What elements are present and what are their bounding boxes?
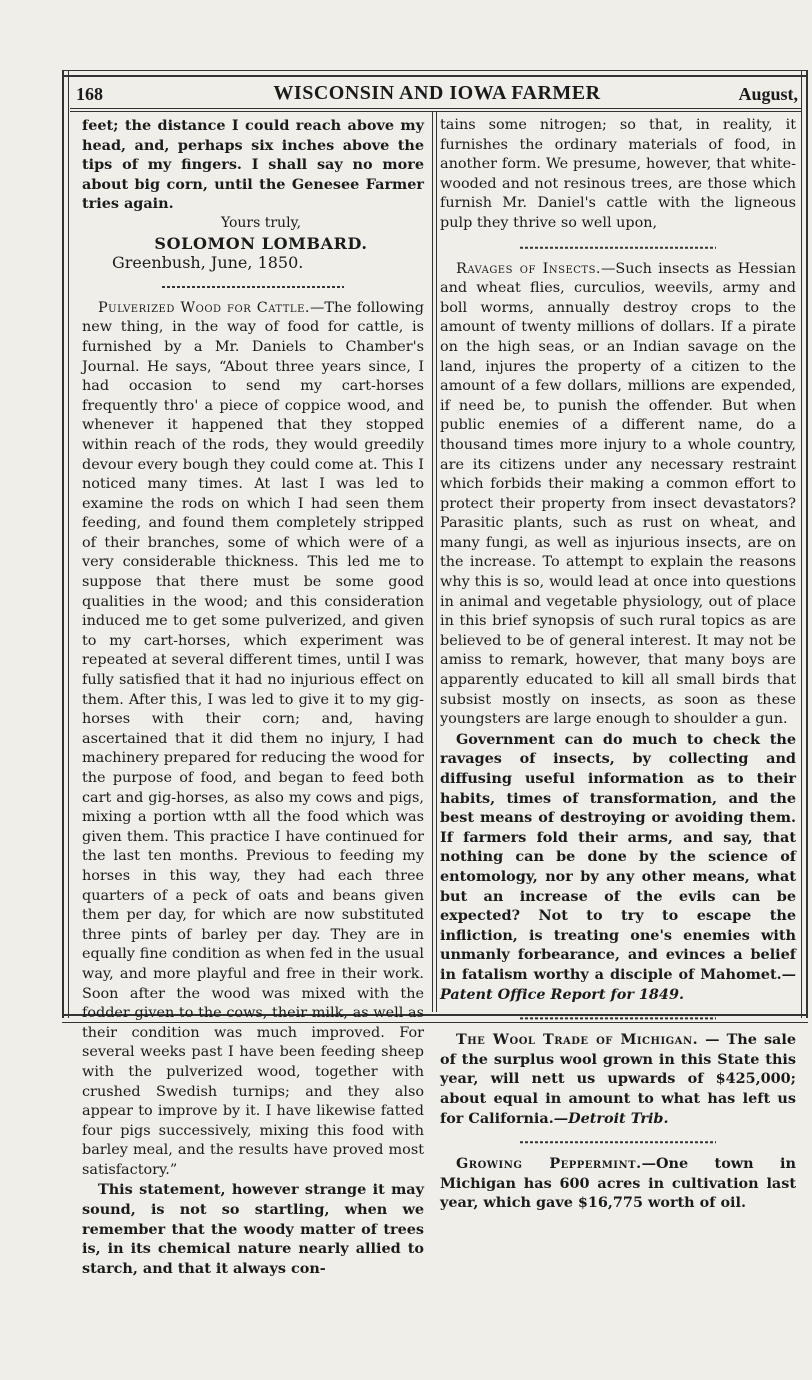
article-source: —Detroit Trib. (553, 1109, 669, 1127)
article-heading: Ravages of Insects. (456, 260, 602, 277)
column-divider (432, 112, 437, 1012)
frame-top-rule (62, 70, 808, 77)
article-source: —Patent Office Report for 1849. (440, 965, 796, 1003)
running-head (74, 82, 800, 106)
frame-right-rule (801, 70, 808, 1018)
section-divider (162, 283, 344, 291)
article-peppermint (440, 1154, 796, 1213)
left-column (82, 116, 424, 1277)
section-divider (520, 1138, 716, 1146)
article-body: — The sale of the surplus wool grown in this State this year, will nett us upwards of $425,000; about equal in amount to what has left us for California. (440, 1031, 796, 1127)
article-pulverized-wood (82, 299, 424, 1181)
article-body: —The following new thing, in the way of food for cattle, is furnished by a Mr. Daniels to Chamber's Journal. He says, “About three years since, I had occasion to send my cart-horses frequently thro' a piece of coppice wood, and whenever it happened that they stopped within reach of the rods, they would greedily devour every bough they could come at. This I noticed many times. At last I was led to examine the rods on which I had seen them feeding, and found them completely stripped of their branches, some of which were of a very considerable thickness. This led me to suppose that there must be some good qualities in the wood; and this consideration induced me to get some pulverized, and given to my cart-horses, which experiment was repeated at several different times, until I was fully satisfied that it had no injurious effect on them. After this, I was led to give it to my gig-horses with their corn; and, having ascertained that it did them no injury, I had machinery prepared for reducing the wood for the purpose of food, and began to feed both cart and gig-horses, as also my cows and pigs, mixing a portion wtth all the food which was given them. This practice I have continued for the last ten months. Previous to feeding my horses in this way, they had each three quarters of a peck of oats and beans given them per day, for which are now substituted three pints of barley per day. They are in equally fine condition as when fed in the usual way, and more playful and free in their work. Soon after the wood was mixed with the fodder given to the cows, their milk, as well as their condition was much improved. For several weeks past I have been feeding sheep with the pulverized wood, together with crushed Swedish turnips; and they also appear to improve by it. I have likewise fatted four pigs successively, mixing this food with barley meal, and the results have proved most satisfactory.” (82, 299, 424, 1178)
article-paragraph: This statement, however strange it may sound, is not so startling, when we remember that the woody matter of trees is, in its chemical nature nearly allied to starch, and that it always con- (82, 1181, 424, 1277)
letter-signature: SOLOMON LOMBARD. (154, 233, 368, 253)
page-number: 168 (76, 84, 103, 104)
article-body: —Such insects as Hessian and wheat flies, curculios, weevils, army and boll worms, annually destroy crops to the amount of twenty millions of dollars. If a pirate on the high seas, or an Indian savage on the land, injures the property of a citizen to the amount of a few dollars, millions are expended, if need be, to punish the offender. But when public enemies of a different name, do a thousand times more injury to a whole country, are its citizens under any necessary restraint which forbids their making a common effort to protect their property from insect devastators? Parasitic plants, such as rust on wheat, and many fungi, as well as injurious insects, are on the increase. To attempt to explain the reasons why this is so, would lead at once into questions in animal and vegetable physiology, out of place in this brief synopsis of such rural topics as are believed to be of general interest. It may not be amiss to remark, however, that many boys are apparently educated to kill all small birds that subsist mostly on insects, as soon as these youngsters are large enough to shoulder a gun. (440, 260, 796, 728)
article-ravages-of-insects (440, 260, 796, 730)
letter-ending: feet; the distance I could reach above my head, and, perhaps six inches above the tips of my fingers. I shall say no more about big corn, until the Genesee Farmer tries again. (82, 117, 424, 213)
article-body: Government can do much to check the ravages of insects, by collecting and diffusing useful information as to their habits, times of transformation, and the best means of destroying or avoiding them. If farmers fold their arms, and say, that nothing can be done by the science of entomology, nor by any other means, what but an increase of the evils can be expected? Not to try to escape the infliction, is treating one's enemies with unmanly forbearance, and evinces a belief in fatalism worthy a disciple of Mahomet. (440, 730, 796, 983)
section-divider (520, 244, 716, 252)
article-body: —One town in Michigan has 600 acres in cultivation last year, which gave $16,775 worth of oil. (440, 1155, 796, 1212)
letter-closing: Yours truly, (220, 214, 302, 231)
right-column (440, 116, 796, 1212)
article-wool-trade (440, 1030, 796, 1128)
letter-dateline: Greenbush, June, 1850. (112, 253, 304, 273)
frame-left-rule (62, 70, 69, 1018)
article-paragraph (440, 730, 796, 1004)
issue-month: August, (738, 84, 798, 104)
article-heading: Growing Peppermint. (456, 1155, 642, 1173)
article-continuation: tains some nitrogen; so that, in reality, it furnishes the ordinary materials of food, in another form. We presume, however, that white-wooded and not resinous trees, are those which furnish Mr. Daniel's cattle with the ligneous pulp they thrive so well upon, (440, 117, 796, 231)
article-heading: The Wool Trade of Michigan. (456, 1031, 699, 1049)
article-heading: Pulverized Wood for Cattle. (98, 299, 310, 316)
journal-title: WISCONSIN AND IOWA FARMER (273, 82, 601, 104)
